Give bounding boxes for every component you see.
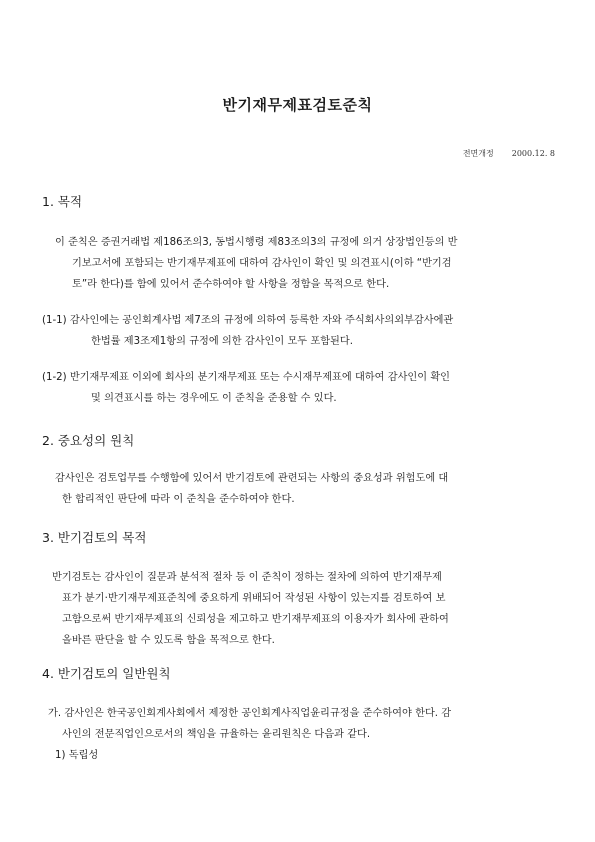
text-line: (1-2) 반기재무제표 이외에 회사의 분기재무제표 또는 수시재무제표에 대하여 감사인이 확인 xyxy=(42,372,451,383)
paragraph xyxy=(0,703,451,745)
text-line: 토”라 한다)를 함에 있어서 준수하여야 할 사항을 정함을 목적으로 한다. xyxy=(72,279,390,290)
text-line: 이 준칙은 증권거래법 제186조의3, 동법시행령 제83조의3의 규정에 의거 상장법인등의 반 xyxy=(55,237,458,248)
text-line: (1-1) 감사인에는 공인회계사법 제7조의 규정에 의하여 등록한 자와 주식회사의외부감사에관 xyxy=(42,315,454,326)
text-line: 기보고서에 포함되는 반기재무제표에 대하여 감사인이 확인 및 의견표시(이하 “반기검 xyxy=(72,258,452,269)
text-line: 올바른 판단을 할 수 있도록 함을 목적으로 한다. xyxy=(62,635,275,646)
text-line: 한법률 제3조제1항의 규정에 의한 감사인이 모두 포함된다. xyxy=(91,336,353,347)
list-item xyxy=(0,745,98,766)
paragraph xyxy=(0,232,458,295)
text-line: 고함으로써 반기재무제표의 신뢰성을 제고하고 반기재무제표의 이용자가 회사에 관하여 xyxy=(62,614,449,625)
text-line: 가. 감사인은 한국공인회계사회에서 제정한 공인회계사직업윤리규정을 준수하여야 한다. 감 xyxy=(48,708,452,719)
text-line: 표가 분기·반기재무제표준칙에 중요하게 위배되어 작성된 사항이 있는지를 검토하여 보 xyxy=(62,593,446,604)
revision-date: 2000.12. 8 xyxy=(511,149,555,158)
text-line: 반기검토는 감사인이 질문과 분석적 절차 등 이 준칙이 정하는 절차에 의하여 반기재무제 xyxy=(52,572,442,583)
section-heading-materiality: 2. 중요성의 원칙 xyxy=(42,433,135,448)
text-line: 사인의 전문직업인으로서의 책임을 규율하는 윤리원칙은 다음과 같다. xyxy=(62,729,371,740)
text-line: 감사인은 검토업무를 수행함에 있어서 반기검토에 관련되는 사항의 중요성과 위험도에 대 xyxy=(55,473,449,484)
paragraph xyxy=(0,310,453,352)
paragraph xyxy=(0,468,448,510)
section-heading-general-principles: 4. 반기검토의 일반원칙 xyxy=(42,666,171,681)
paragraph xyxy=(0,367,450,409)
revision-label: 전면개정 xyxy=(462,149,494,158)
text-line: 및 의견표시를 하는 경우에도 이 준칙을 준용할 수 있다. xyxy=(91,393,337,404)
document-title: 반기재무제표검토준칙 xyxy=(222,96,373,114)
revision-note xyxy=(463,148,555,159)
paragraph xyxy=(0,567,449,651)
section-heading-purpose: 1. 목적 xyxy=(42,194,83,209)
text-line: 한 합리적인 판단에 따라 이 준칙을 준수하여야 한다. xyxy=(62,494,295,505)
section-heading-review-purpose: 3. 반기검토의 목적 xyxy=(42,530,147,545)
text-line: 1) 독립성 xyxy=(55,750,99,761)
